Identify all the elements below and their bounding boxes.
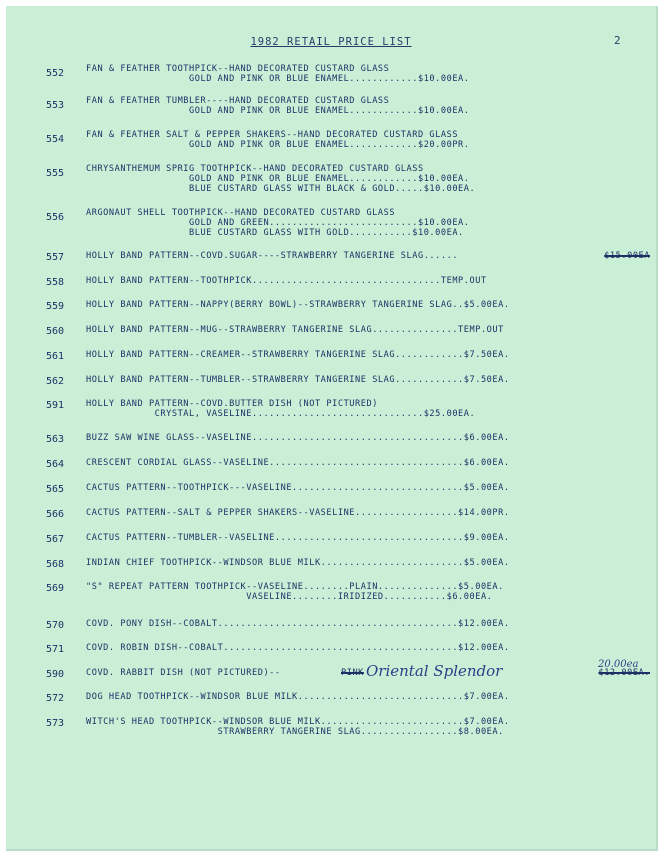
item-line: VASELINE........IRIDIZED...........$6.00EA. xyxy=(86,592,493,602)
item-line: "S" REPEAT PATTERN TOOTHPICK--VASELINE........PLAIN..............$5.00EA. xyxy=(86,582,504,592)
price-list-page xyxy=(6,6,658,851)
item-line: DOG HEAD TOOTHPICK--WINDSOR BLUE MILK.............................$7.00EA. xyxy=(86,692,510,702)
page-title: 1982 RETAIL PRICE LIST xyxy=(250,36,412,48)
item-number: 565 xyxy=(46,484,65,495)
item-line: CRYSTAL, VASELINE..............................$25.00EA. xyxy=(86,409,476,419)
item-line: HOLLY BAND PATTERN--NAPPY(BERRY BOWL)--STRAWBERRY TANGERINE SLAG..$5.00EA. xyxy=(86,300,510,310)
item-number: 566 xyxy=(46,509,65,520)
item-line: BLUE CUSTARD GLASS WITH GOLD...........$10.00EA. xyxy=(86,228,464,238)
handwritten-note: Oriental Splendor xyxy=(366,662,503,680)
item-number: 569 xyxy=(46,583,65,594)
item-line: INDIAN CHIEF TOOTHPICK--WINDSOR BLUE MILK.........................$5.00EA. xyxy=(86,558,510,568)
item-line: CACTUS PATTERN--TUMBLER--VASELINE.................................$9.00EA. xyxy=(86,533,510,543)
item-line: CACTUS PATTERN--TOOTHPICK---VASELINE..............................$5.00EA. xyxy=(86,483,510,493)
item-line: HOLLY BAND PATTERN--TOOTHPICK.................................TEMP.OUT xyxy=(86,276,487,286)
struck-price: $15.00EA xyxy=(604,251,650,261)
item-line: HOLLY BAND PATTERN--COVD.SUGAR----STRAWBERRY TANGERINE SLAG...... xyxy=(86,251,459,261)
item-number: 553 xyxy=(46,100,65,111)
item-line: FAN & FEATHER TUMBLER----HAND DECORATED CUSTARD GLASS xyxy=(86,96,390,106)
item-number: 562 xyxy=(46,376,65,387)
item-line: WITCH'S HEAD TOOTHPICK--WINDSOR BLUE MILK.........................$7.00EA. xyxy=(86,717,510,727)
item-number: 561 xyxy=(46,351,65,362)
item-number: 555 xyxy=(46,168,65,179)
struck-price: $12.00EA. xyxy=(598,668,650,678)
item-number: 573 xyxy=(46,718,65,729)
item-line: STRAWBERRY TANGERINE SLAG.................$8.00EA. xyxy=(86,727,504,737)
item-line: ARGONAUT SHELL TOOTHPICK--HAND DECORATED CUSTARD GLASS xyxy=(86,208,396,218)
item-number: 552 xyxy=(46,68,65,79)
item-line: GOLD AND PINK OR BLUE ENAMEL............$10.00EA. xyxy=(86,106,470,116)
page-number: 2 xyxy=(614,34,621,47)
item-number: 590 xyxy=(46,669,65,680)
item-number: 564 xyxy=(46,459,65,470)
item-line: FAN & FEATHER SALT & PEPPER SHAKERS--HAND DECORATED CUSTARD GLASS xyxy=(86,130,459,140)
item-number: 557 xyxy=(46,252,65,263)
item-line: HOLLY BAND PATTERN--MUG--STRAWBERRY TANGERINE SLAG...............TEMP.OUT xyxy=(86,325,504,335)
item-number: 570 xyxy=(46,620,65,631)
item-line: COVD. RABBIT DISH (NOT PICTURED)-- xyxy=(86,668,281,678)
item-line: HOLLY BAND PATTERN--TUMBLER--STRAWBERRY TANGERINE SLAG............$7.50EA. xyxy=(86,375,510,385)
item-number: 572 xyxy=(46,693,65,704)
item-number: 556 xyxy=(46,212,65,223)
item-line: GOLD AND GREEN..........................$10.00EA. xyxy=(86,218,470,228)
item-number: 558 xyxy=(46,277,65,288)
item-line: CRESCENT CORDIAL GLASS--VASELINE..................................$6.00EA. xyxy=(86,458,510,468)
item-line: COVD. ROBIN DISH--COBALT.........................................$12.00EA. xyxy=(86,643,510,653)
item-number: 571 xyxy=(46,644,65,655)
item-line: HOLLY BAND PATTERN--COVD.BUTTER DISH (NOT PICTURED) xyxy=(86,399,378,409)
handwritten-price: 20.00ea xyxy=(598,659,639,670)
item-line: CHRYSANTHEMUM SPRIG TOOTHPICK--HAND DECORATED CUSTARD GLASS xyxy=(86,164,424,174)
item-line: HOLLY BAND PATTERN--CREAMER--STRAWBERRY TANGERINE SLAG............$7.50EA. xyxy=(86,350,510,360)
item-number: 591 xyxy=(46,400,65,411)
struck-word: PINK xyxy=(341,668,364,678)
item-number: 554 xyxy=(46,134,65,145)
item-line: GOLD AND PINK OR BLUE ENAMEL............$10.00EA. xyxy=(86,74,470,84)
item-number: 563 xyxy=(46,434,65,445)
item-number: 559 xyxy=(46,301,65,312)
item-line: FAN & FEATHER TOOTHPICK--HAND DECORATED CUSTARD GLASS xyxy=(86,64,390,74)
item-line: BUZZ SAW WINE GLASS--VASELINE.....................................$6.00EA. xyxy=(86,433,510,443)
item-number: 567 xyxy=(46,534,65,545)
item-line: COVD. PONY DISH--COBALT..........................................$12.00EA. xyxy=(86,619,510,629)
item-line: BLUE CUSTARD GLASS WITH BLACK & GOLD.....$10.00EA. xyxy=(86,184,476,194)
item-line: GOLD AND PINK OR BLUE ENAMEL............$10.00EA. xyxy=(86,174,470,184)
item-number: 568 xyxy=(46,559,65,570)
item-line: GOLD AND PINK OR BLUE ENAMEL............$20.00PR. xyxy=(86,140,470,150)
item-line: CACTUS PATTERN--SALT & PEPPER SHAKERS--VASELINE..................$14.00PR. xyxy=(86,508,510,518)
item-number: 560 xyxy=(46,326,65,337)
